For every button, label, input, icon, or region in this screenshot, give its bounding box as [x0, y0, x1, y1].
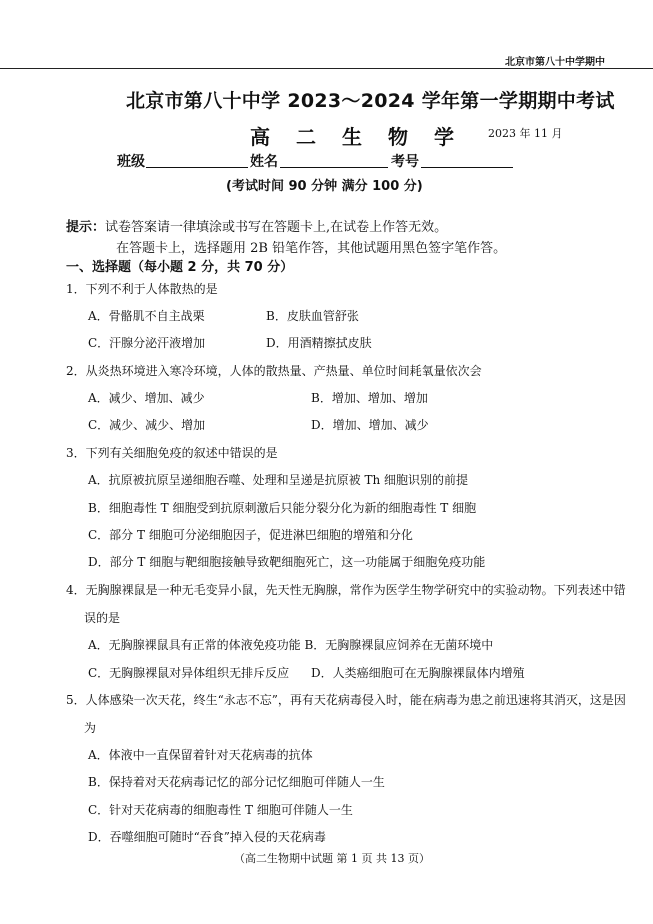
- name-field[interactable]: [280, 167, 388, 168]
- class-label: 班级: [117, 154, 145, 170]
- question-3-option-c: C．部分 T 细胞可分泌细胞因子，促进淋巴细胞的增殖和分化: [88, 528, 413, 542]
- exam-title: 北京市第八十中学 2023～2024 学年第一学期期中考试: [126, 90, 615, 112]
- tips-text-1: 试卷答案请一律填涂或书写在答题卡上,在试卷上作答无效。: [105, 220, 448, 235]
- tips-label: 提示：: [66, 220, 106, 235]
- id-label: 考号: [391, 154, 419, 170]
- question-4-option-d: D．人类癌细胞可在无胸腺裸鼠体内增殖: [311, 666, 525, 680]
- question-5-stem-line-2: 为: [84, 721, 97, 735]
- question-2-option-c: C．减少、减少、增加: [88, 418, 206, 432]
- question-1-option-c: C．汗腺分泌汗液增加: [88, 336, 206, 350]
- question-5-option-c: C．针对天花病毒的细胞毒性 T 细胞可伴随人一生: [88, 803, 353, 817]
- question-1-stem: 1．下列不利于人体散热的是: [66, 282, 218, 296]
- page-footer: （高二生物期中试题 第 1 页 共 13 页）: [234, 852, 430, 865]
- question-4-option-ab: A．无胸腺裸鼠具有正常的体液免疫功能 B．无胸腺裸鼠应饲养在无菌环境中: [88, 638, 494, 652]
- question-3-option-b: B．细胞毒性 T 细胞受到抗原刺激后只能分裂分化为新的细胞毒性 T 细胞: [88, 501, 477, 515]
- tips-line-2: 在答题卡上，选择题用 2B 铅笔作答，其他试题用黑色签字笔作答。: [116, 241, 507, 256]
- question-5-stem-line-1: 5．人体感染一次天花，终生“永志不忘”，再有天花病毒侵入时，能在病毒为患之前迅速将其消灭，这是因: [66, 693, 626, 707]
- question-4-stem-line-1: 4．无胸腺裸鼠是一种无毛变异小鼠，先天性无胸腺，常作为医学生物学研究中的实验动物。下列表述中错: [66, 583, 626, 597]
- exam-time: (考试时间 90 分钟 满分 100 分): [226, 179, 423, 194]
- question-4-option-c: C．无胸腺裸鼠对异体组织无排斥反应: [88, 666, 290, 680]
- id-field[interactable]: [421, 167, 513, 168]
- header-rule: [0, 68, 653, 69]
- exam-date: 2023 年 11 月: [488, 127, 563, 140]
- question-5-option-a: A．体液中一直保留着针对天花病毒的抗体: [88, 748, 313, 762]
- question-2-option-a: A．减少、增加、减少: [88, 391, 205, 405]
- question-4-stem-line-2: 误的是: [84, 611, 121, 625]
- header-tag: 北京市第八十中学期中: [505, 57, 605, 68]
- question-1-option-a: A．骨骼肌不自主战栗: [88, 309, 205, 323]
- name-label: 姓名: [250, 154, 278, 170]
- section-title: 一、选择题（每小题 2 分，共 70 分）: [66, 260, 294, 275]
- question-5-option-b: B．保持着对天花病毒记忆的部分记忆细胞可伴随人一生: [88, 775, 385, 789]
- question-3-option-d: D．部分 T 细胞与靶细胞接触导致靶细胞死亡，这一功能属于细胞免疫功能: [88, 555, 486, 569]
- question-2-option-b: B．增加、增加、增加: [311, 391, 428, 405]
- question-5-option-d: D．吞噬细胞可随时“吞食”掉入侵的天花病毒: [88, 830, 326, 844]
- question-2-stem: 2．从炎热环境进入寒冷环境，人体的散热量、产热量、单位时间耗氧量依次会: [66, 364, 482, 378]
- question-3-stem: 3．下列有关细胞免疫的叙述中错误的是: [66, 446, 278, 460]
- class-field[interactable]: [146, 167, 248, 168]
- exam-subject: 高二生物学: [250, 125, 480, 149]
- question-3-option-a: A．抗原被抗原呈递细胞吞噬、处理和呈递是抗原被 Th 细胞识别的前提: [88, 473, 469, 487]
- question-1-option-b: B．皮肤血管舒张: [266, 309, 359, 323]
- tips-line-1: [66, 216, 447, 235]
- question-1-option-d: D．用酒精擦拭皮肤: [266, 336, 372, 350]
- question-2-option-d: D．增加、增加、减少: [311, 418, 429, 432]
